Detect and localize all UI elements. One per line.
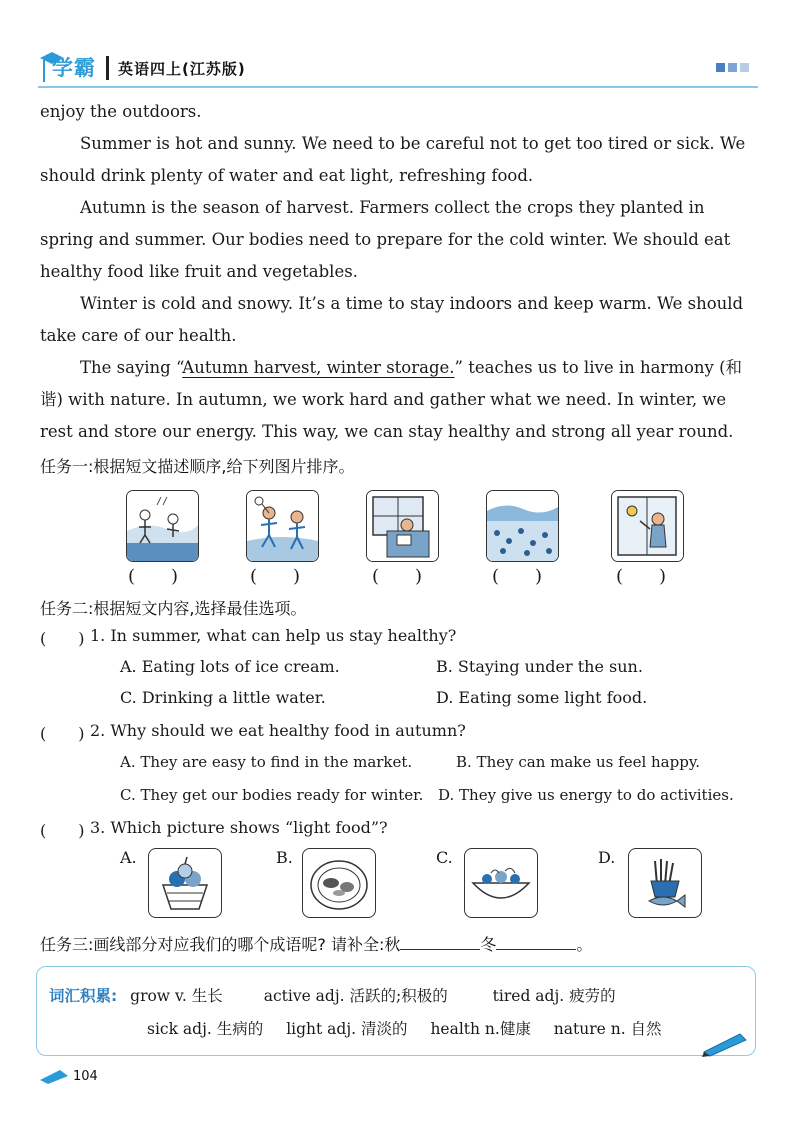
question-3-option-d[interactable]: D. [598, 848, 616, 867]
saying-after: ” teaches us to live in harmony (和谐) with nature. In autumn, we work hard and gather what we need. In winter, we rest and store our energy. This way, we can stay healthy and strong all year round. [40, 358, 743, 441]
header-rule [38, 86, 758, 88]
passage-line-0: enjoy the outdoors. [40, 102, 202, 121]
question-2-option-c[interactable]: C. They get our bodies ready for winter. [120, 786, 424, 804]
winter-fill-blank[interactable] [496, 933, 576, 950]
question-1-stem: 1. In summer, what can help us stay healthy? [90, 626, 457, 645]
autumn-fill-blank[interactable] [400, 933, 480, 950]
question-2-option-a[interactable]: A. They are easy to find in the market. [120, 753, 413, 771]
ice-cream-picture[interactable] [148, 848, 222, 918]
question-1-option-d[interactable]: D. Eating some light food. [436, 688, 648, 707]
page-number: 104 [73, 1069, 98, 1084]
fried-food-picture[interactable] [302, 848, 376, 918]
brand-logo: 学霸 [52, 56, 96, 80]
question-3-option-c[interactable]: C. [436, 848, 453, 867]
book-title: 英语四上(江苏版) [118, 60, 246, 78]
question-3-option-a[interactable]: A. [120, 848, 137, 867]
indoors-reading-picture [366, 490, 439, 562]
answer-slot-3[interactable]: ( ) [372, 566, 423, 587]
passage-winter: Winter is cold and snowy. It’s a time to stay indoors and keep warm. We should take care of our health. [40, 294, 744, 345]
fries-and-fish-picture[interactable] [628, 848, 702, 918]
page-header [0, 0, 800, 92]
task3-question: 任务三:画线部分对应我们的哪个成语呢? 请补全:秋 [40, 935, 401, 954]
sunny-window-picture [611, 490, 684, 562]
salad-picture[interactable] [464, 848, 538, 918]
underlined-saying: Autumn harvest, winter storage. [182, 358, 455, 377]
passage-saying [40, 352, 756, 448]
question-2-blank[interactable]: ( ) [40, 724, 85, 743]
farmers-harvest-picture [126, 490, 199, 562]
header-square-1 [716, 63, 725, 72]
passage-autumn: Autumn is the season of harvest. Farmers collect the crops they planted in spring and summer. Our bodies need to prepare for the cold winter. We should eat healthy food like fruit and vegetables. [40, 198, 731, 281]
task1-title: 任务一:根据短文描述顺序,给下列图片排序。 [40, 457, 355, 476]
passage-summer: Summer is hot and sunny. We need to be careful not to get too tired or sick. We should drink plenty of water and eat light, refreshing food. [40, 134, 746, 185]
task2-title: 任务二:根据短文内容,选择最佳选项。 [40, 599, 307, 618]
children-playing-picture [246, 490, 319, 562]
header-square-2 [728, 63, 737, 72]
question-1-option-a[interactable]: A. Eating lots of ice cream. [120, 657, 340, 676]
vocab-item: sick adj. 生病的 [147, 1020, 264, 1038]
pencil-icon [700, 1030, 752, 1058]
vocab-box [36, 966, 756, 1056]
footer-pencil-icon [38, 1068, 70, 1086]
task3-line [40, 932, 592, 955]
question-1-option-b[interactable]: B. Staying under the sun. [436, 657, 643, 676]
vocab-row-2 [147, 1017, 662, 1039]
vocab-heading: 词汇积累: [49, 987, 118, 1005]
vocab-item: grow v. 生长 [130, 987, 223, 1005]
task3-end: 。 [576, 935, 593, 954]
vocab-item: health n.健康 [430, 1020, 531, 1038]
question-3-option-b[interactable]: B. [276, 848, 293, 867]
header-square-3 [740, 63, 749, 72]
question-1-option-c[interactable]: C. Drinking a little water. [120, 688, 326, 707]
vocab-item: nature n. 自然 [553, 1020, 662, 1038]
vocab-item: tired adj. 疲劳的 [492, 987, 616, 1005]
answer-slot-4[interactable]: ( ) [492, 566, 543, 587]
answer-slot-1[interactable]: ( ) [128, 566, 179, 587]
question-1-blank[interactable]: ( ) [40, 629, 85, 648]
vocab-row-1 [49, 984, 616, 1006]
question-2-option-d[interactable]: D. They give us energy to do activities. [438, 786, 734, 804]
task3-mid: 冬 [480, 935, 497, 954]
vocab-item: light adj. 清淡的 [286, 1020, 408, 1038]
header-divider [106, 56, 109, 80]
question-2-option-b[interactable]: B. They can make us feel happy. [456, 753, 701, 771]
answer-slot-2[interactable]: ( ) [250, 566, 301, 587]
question-3-blank[interactable]: ( ) [40, 821, 85, 840]
answer-slot-5[interactable]: ( ) [616, 566, 667, 587]
vocab-item: active adj. 活跃的;积极的 [263, 987, 448, 1005]
question-2-stem: 2. Why should we eat healthy food in autumn? [90, 721, 466, 740]
question-3-stem: 3. Which picture shows “light food”? [90, 818, 388, 837]
flower-field-picture [486, 490, 559, 562]
saying-before: The saying “ [80, 358, 183, 377]
